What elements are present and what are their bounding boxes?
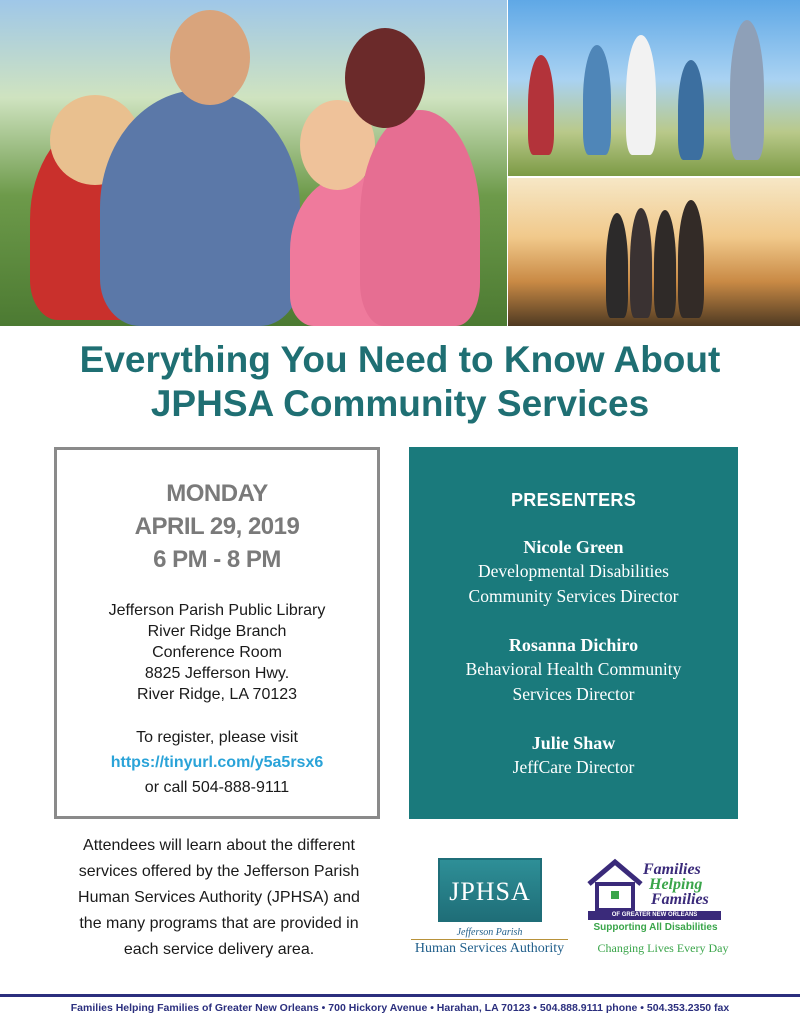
fhf-band: OF GREATER NEW ORLEANS bbox=[588, 911, 721, 920]
presenter-role: JeffCare Director bbox=[512, 757, 635, 777]
jphsa-name: Human Services Authority bbox=[414, 941, 565, 956]
about-line: each service delivery area. bbox=[123, 941, 315, 958]
venue-line: Conference Room bbox=[152, 644, 282, 661]
runner-figure bbox=[528, 55, 554, 155]
title-line-1: Everything You Need to Know About bbox=[79, 339, 721, 380]
runner-figure bbox=[730, 20, 764, 160]
mother-head bbox=[345, 28, 425, 128]
register-prefix: To register, please visit bbox=[136, 729, 298, 746]
event-day: MONDAY bbox=[166, 480, 268, 507]
jphsa-subtitle: Jefferson Parish bbox=[456, 927, 523, 938]
presenters-heading: PRESENTERS bbox=[510, 490, 637, 510]
title-line-2: JPHSA Community Services bbox=[150, 383, 650, 424]
runner-figure bbox=[626, 35, 656, 155]
runner-figure bbox=[583, 45, 611, 155]
runner-figure bbox=[678, 60, 704, 160]
fhf-word: Families bbox=[651, 891, 709, 908]
fhf-wordmark bbox=[643, 862, 709, 907]
presenters-panel bbox=[409, 447, 738, 819]
about-line: Human Services Authority (JPHSA) and bbox=[78, 889, 360, 906]
venue-address bbox=[57, 600, 377, 705]
presenter-name: Rosanna Dichiro bbox=[508, 635, 639, 655]
house-icon bbox=[585, 858, 645, 914]
presenter-role: Community Services Director bbox=[468, 586, 679, 606]
presenter-nicole-green bbox=[409, 535, 738, 609]
fhf-word: Helping bbox=[649, 876, 703, 893]
venue-line: River Ridge, LA 70123 bbox=[136, 686, 298, 703]
silhouette-figure bbox=[654, 210, 676, 318]
about-line: Attendees will learn about the different bbox=[83, 837, 355, 854]
page-title bbox=[0, 338, 800, 426]
event-time: 6 PM - 8 PM bbox=[153, 546, 281, 573]
presenter-role: Services Director bbox=[512, 684, 635, 704]
presenter-role: Developmental Disabilities bbox=[478, 561, 669, 581]
silhouette-figure bbox=[630, 208, 652, 318]
mother-figure bbox=[360, 110, 480, 326]
jphsa-badge-text: JPHSA bbox=[449, 877, 531, 906]
register-link[interactable]: https://tinyurl.com/y5a5rsx6 bbox=[110, 754, 324, 771]
presenter-role: Behavioral Health Community bbox=[465, 659, 682, 679]
father-figure bbox=[100, 90, 300, 326]
registration-info bbox=[57, 725, 377, 800]
presenter-name: Julie Shaw bbox=[531, 733, 616, 753]
jphsa-logo bbox=[407, 856, 572, 956]
fhf-support: Supporting All Disabilities bbox=[593, 922, 718, 933]
about-paragraph bbox=[54, 833, 384, 963]
silhouette-figure bbox=[606, 213, 628, 318]
about-line: the many programs that are provided in bbox=[79, 915, 359, 932]
fhf-word: Families bbox=[643, 861, 701, 878]
father-head bbox=[170, 10, 250, 105]
venue-line: 8825 Jefferson Hwy. bbox=[144, 665, 290, 682]
family-photo bbox=[0, 0, 507, 326]
presenter-rosanna-dichiro bbox=[409, 633, 738, 707]
footer-divider bbox=[0, 994, 800, 997]
event-details-box bbox=[54, 447, 380, 819]
venue-line: Jefferson Parish Public Library bbox=[108, 602, 326, 619]
group-sunset-photo bbox=[508, 178, 800, 326]
fhf-logo bbox=[583, 856, 743, 956]
about-line: services offered by the Jefferson Parish bbox=[78, 863, 360, 880]
silhouette-figure bbox=[678, 200, 704, 318]
venue-line: River Ridge Branch bbox=[147, 623, 287, 640]
presenter-julie-shaw bbox=[409, 731, 738, 780]
group-running-photo bbox=[508, 0, 800, 176]
presenter-name: Nicole Green bbox=[523, 537, 624, 557]
jphsa-divider bbox=[411, 939, 568, 940]
fhf-tagline: Changing Lives Every Day bbox=[597, 941, 729, 955]
jphsa-badge bbox=[438, 858, 542, 922]
register-phone: or call 504-888-9111 bbox=[144, 779, 290, 796]
footer-contact: Families Helping Families of Greater New Orleans • 700 Hickory Avenue • Harahan, LA 70123 • 504.888.9111 phone • 504.353.2350 fax bbox=[70, 1002, 730, 1014]
event-date: APRIL 29, 2019 bbox=[134, 513, 300, 540]
